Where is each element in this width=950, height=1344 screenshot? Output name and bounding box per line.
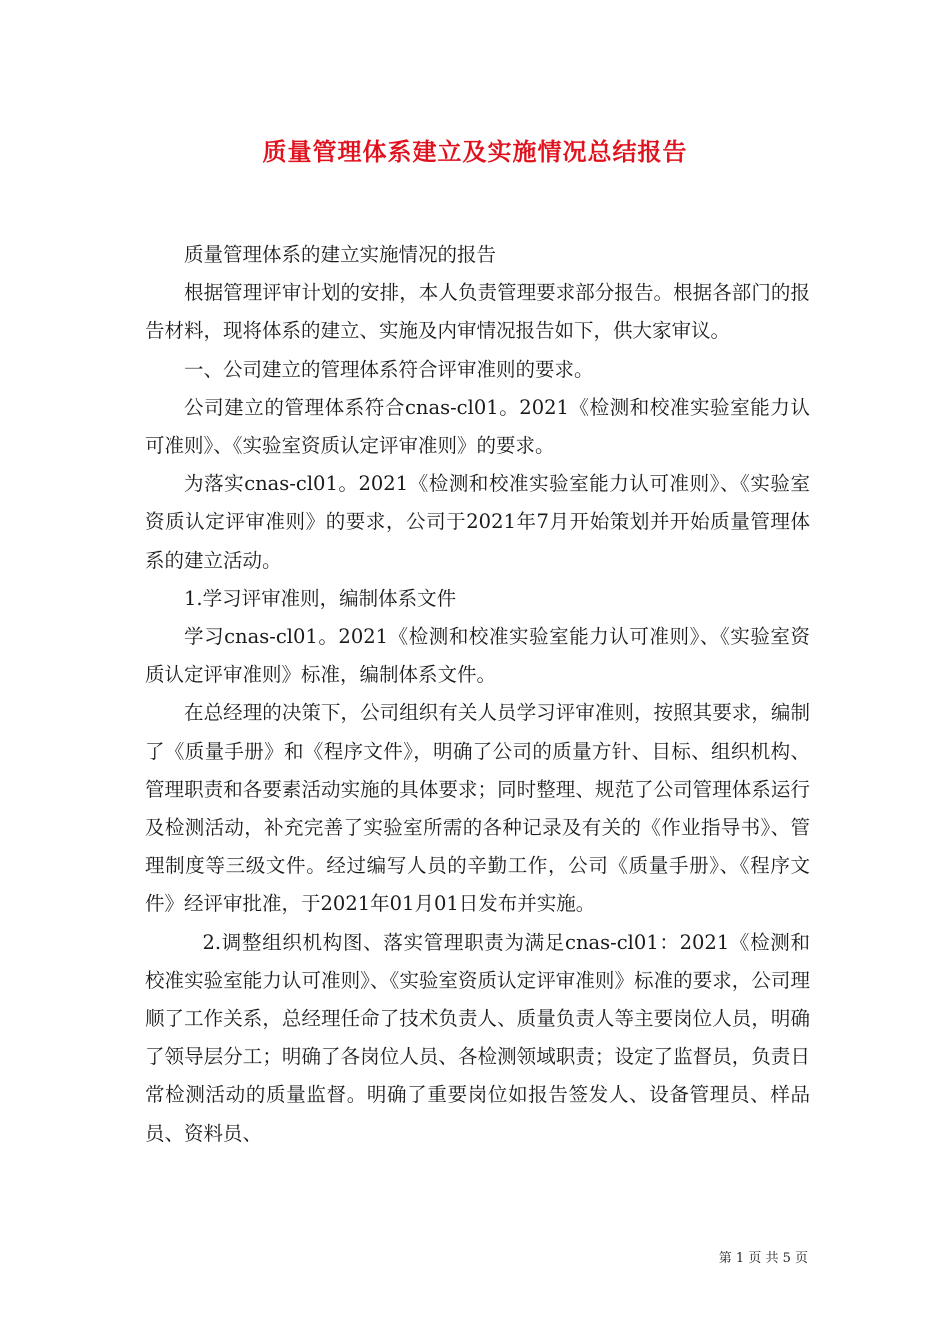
paragraph-manual-drafting: 在总经理的决策下，公司组织有关人员学习评审准则，按照其要求，编制了《质量手册》和《程序文件》，明确了公司的质量方针、目标、组织机构、管理职责和各要素活动实施的具体要求；同时整理、规范了公司管理体系运行及检测活动，补充完善了实验室所需的各种记录及有关的《作业指导书》、管理制度等三级文件。经过编写人员的辛勤工作，公司《质量手册》、《程序文件》经评审批准，于2021年01月01日发布并实施。	[145, 701, 810, 916]
page-number: 第 1 页 共 5 页	[718, 1251, 808, 1266]
paragraph-system-compliance: 公司建立的管理体系符合cnas-cl01。2021《检测和校准实验室能力认可准则》、《实验室资质认定评审准则》的要求。	[145, 395, 810, 458]
document-title: 质量管理体系建立及实施情况总结报告	[262, 137, 688, 166]
paragraph-intro: 根据管理评审计划的安排，本人负责管理要求部分报告。根据各部门的报告材料，现将体系的建立、实施及内审情况报告如下，供大家审议。	[145, 281, 810, 343]
paragraph-subsection-1: 1.学习评审准则，编制体系文件	[184, 586, 457, 610]
paragraph-implementation: 为落实cnas-cl01。2021《检测和校准实验室能力认可准则》、《实验室资质认定评审准则》的要求，公司于2021年7月开始策划并开始质量管理体系的建立活动。	[145, 472, 810, 572]
paragraph-subsection-2: 2.调整组织机构图、落实管理职责为满足cnas-cl01：2021《检测和校准实验室能力认可准则》、《实验室资质认定评审准则》标准的要求，公司理顺了工作关系，总经理任命了技术负责人、质量负责人等主要岗位人员，明确了领导层分工；明确了各岗位人员、各检测领域职责；设定了监督员，负责日常检测活动的质量监督。明确了重要岗位如报告签发人、设备管理员、样品员、资料员、	[145, 930, 810, 1145]
paragraph-section-one: 一、公司建立的管理体系符合评审准则的要求。	[184, 357, 594, 381]
paragraph-report-heading: 质量管理体系的建立实施情况的报告	[184, 243, 497, 266]
document-body	[145, 236, 810, 1153]
paragraph-study-standards: 学习cnas-cl01。2021《检测和校准实验室能力认可准则》、《实验室资质认定评审准则》标准，编制体系文件。	[145, 625, 810, 687]
